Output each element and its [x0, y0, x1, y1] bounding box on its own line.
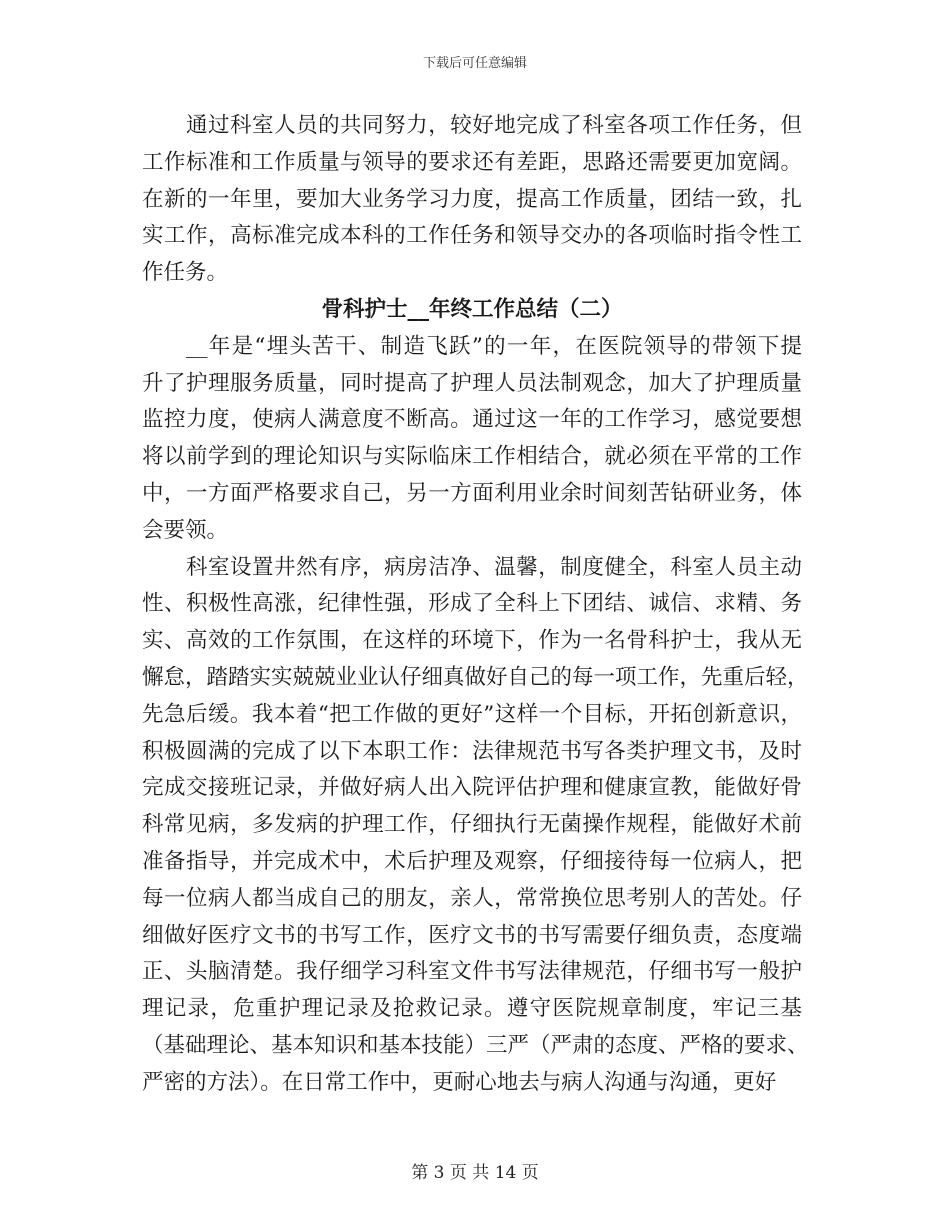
paragraph-line: 通过科室人员的共同努力，较好地完成了科室各项工作任务，但	[186, 113, 802, 138]
paragraph-line: 升了护理服务质量，同时提高了护理人员法制观念，加大了护理质量	[142, 370, 802, 396]
section-title: 骨科护士__年终工作总结（二）	[321, 296, 623, 322]
paragraph-line: 实、高效的工作氛围，在这样的环境下，作为一名骨科护士，我从无	[142, 628, 802, 654]
paragraph-line: 细做好医疗文书的书写工作，医疗文书的书写需要仔细负责，态度端	[142, 922, 802, 948]
paragraph-line: 每一位病人都当成自己的朋友，亲人，常常换位思考别人的苦处。仔	[142, 885, 802, 911]
page-footer: 第 3 页 共 14 页	[411, 1163, 539, 1183]
paragraph-2	[142, 329, 802, 550]
paragraph-line: 科室设置井然有序，病房洁净、温馨，制度健全，科室人员主动	[186, 554, 802, 580]
paragraph-line: 正、头脑清楚。我仔细学习科室文件书写法律规范，仔细书写一般护	[142, 959, 802, 985]
paragraph-line: 作任务。	[142, 260, 229, 286]
paragraph-line: __年是“埋头苦干、制造飞跃”的一年，在医院领导的带领下提	[186, 333, 802, 359]
paragraph-line: 在新的一年里，要加大业务学习力度，提高工作质量，团结一致，扎	[142, 186, 802, 212]
paragraph-line: 积极圆满的完成了以下本职工作：法律规范书写各类护理文书，及时	[142, 738, 802, 764]
header-note: 下载后可任意编辑	[422, 56, 527, 71]
paragraph-line: 监控力度，使病人满意度不断高。通过这一年的工作学习，感觉要想	[142, 407, 802, 433]
document-body	[142, 108, 809, 1102]
paragraph-line: 性、积极性高涨，纪律性强，形成了全科上下团结、诚信、求精、务	[142, 591, 802, 617]
paragraph-line: 工作标准和工作质量与领导的要求还有差距，思路还需要更加宽阔。	[142, 149, 802, 175]
paragraph-line: 严密的方法）。在日常工作中，更耐心地去与病人沟通与沟通，更好	[142, 1069, 777, 1095]
paragraph-line: 科常见病，多发病的护理工作，仔细执行无菌操作规程，能做好术前	[142, 812, 802, 838]
paragraph-line: 准备指导，并完成术中，术后护理及观察，仔细接待每一位病人，把	[142, 848, 802, 874]
paragraph-line: 实工作，高标准完成本科的工作任务和领导交办的各项临时指令性工	[142, 223, 802, 249]
paragraph-3	[142, 550, 809, 1102]
paragraph-line: （基础理论、基本知识和基本技能）三严（严肃的态度、严格的要求、	[142, 1032, 809, 1058]
paragraph-line: 先急后缓。我本着“把工作做的更好”这样一个目标，开拓创新意识，	[142, 701, 802, 727]
paragraph-line: 理记录，危重护理记录及抢救记录。遵守医院规章制度，牢记三基	[142, 996, 802, 1022]
paragraph-line: 会要领。	[142, 517, 229, 543]
paragraph-line: 完成交接班记录，并做好病人出入院评估护理和健康宣教，能做好骨	[142, 775, 802, 801]
paragraph-1	[142, 108, 802, 292]
paragraph-line: 将以前学到的理论知识与实际临床工作相结合，就必须在平常的工作	[142, 444, 802, 470]
paragraph-line: 懈怠，踏踏实实兢兢业业认仔细真做好自己的每一项工作，先重后轻，	[142, 664, 809, 690]
paragraph-line: 中，一方面严格要求自己，另一方面利用业余时间刻苦钻研业务，体	[142, 480, 802, 506]
